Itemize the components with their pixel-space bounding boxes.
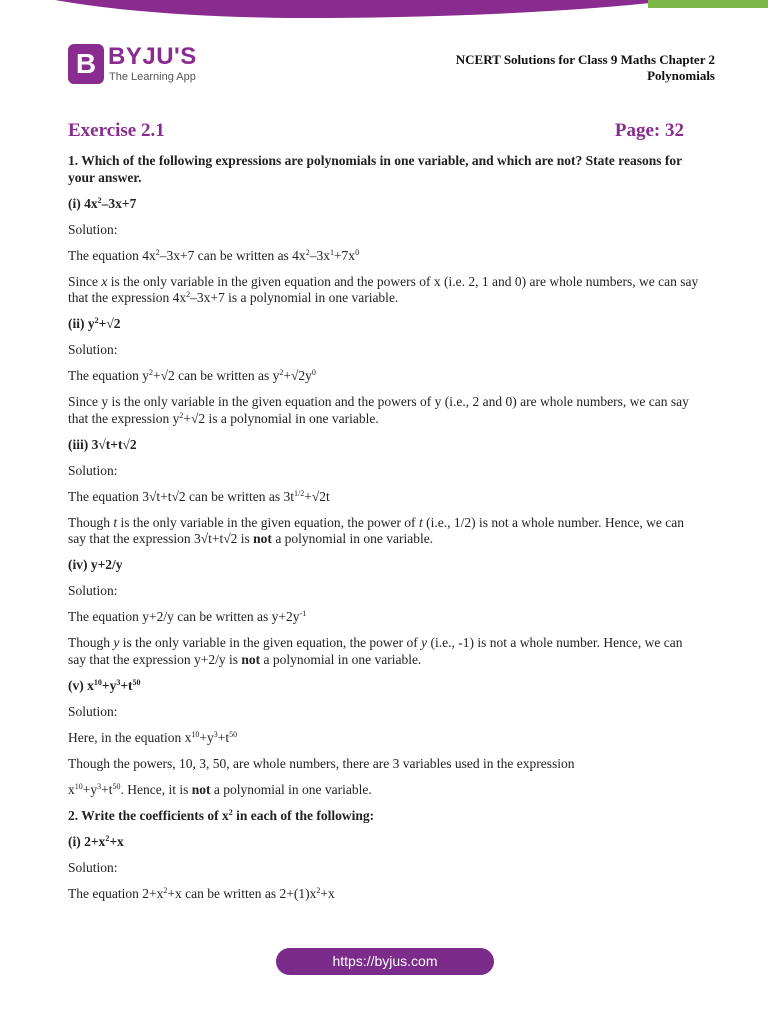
top-green-strip xyxy=(648,0,768,8)
header-title-line1: NCERT Solutions for Class 9 Maths Chapter 2 xyxy=(455,52,715,67)
header-title-line2: Polynomials xyxy=(647,68,715,83)
solution-label: Solution: xyxy=(68,583,118,598)
website-link[interactable]: https://byjus.com xyxy=(276,948,494,975)
exercise-title: Exercise 2.1 xyxy=(68,120,165,141)
solution-label: Solution: xyxy=(68,221,118,237)
q1-part-i-equation: The equation $4x^2-3x+7$ can be written as $4x^2-3x^1+7x^0$ xyxy=(68,247,360,263)
q2-part-i-equation: The equation $2+x^2+x$ can be written as $2+(1)x^2+x$ xyxy=(68,885,335,901)
document-header-title xyxy=(456,52,715,84)
q1-part-iv-reason: Though y is the only variable in the given equation, the power of y (i.e., -1) is not a whole number. Hence, we can say that the expression y+2/y is not a polynomial in one variable. xyxy=(68,635,683,667)
byjus-logo xyxy=(68,44,238,86)
q1-part-ii-heading: (ii) $y^2+√2$ xyxy=(68,316,121,331)
logo-mark: B xyxy=(68,44,104,84)
q2-part-i-heading: (i) $2+x^2+x$ xyxy=(68,833,124,849)
q1-part-iii-heading: (iii) 3√t+t√2 xyxy=(68,436,137,452)
question-1: 1. Which of the following expressions are polynomials in one variable, and which are not? State reasons for your answer. xyxy=(68,153,682,185)
q1-part-ii-reason: Since y is the only variable in the given equation and the powers of y (i.e., 2 and 0) are whole numbers, we can say that the expression $y^2+√2$ is a polynomial in one variable. xyxy=(68,394,689,426)
q1-part-v-equation: Here, in the equation $x^{10}+y^3+t^{50}$ xyxy=(68,729,238,745)
logo-name: BYJU'S xyxy=(108,43,197,70)
logo-tagline: The Learning App xyxy=(109,71,196,83)
q1-part-iii-equation: The equation 3√t+t√2 can be written as $3t^{1/2}+√2t$ xyxy=(68,488,330,504)
solution-label: Solution: xyxy=(68,703,118,719)
exercise-heading xyxy=(68,120,684,146)
q1-part-iii-reason: Though t is the only variable in the given equation, the power of t (i.e., 1/2) is not a whole number. Hence, we can say that the expression 3√t+t√2 is not a polynomial in one variable. xyxy=(68,514,684,546)
solution-label: Solution: xyxy=(68,462,118,478)
q1-part-iv-heading: (iv) y+2/y xyxy=(68,557,123,572)
q1-part-ii-equation: The equation $y^2+√2$ can be written as $y^2+√2y^0$ xyxy=(68,368,316,383)
page-number: Page: 32 xyxy=(614,120,684,141)
q1-part-v-reason-2: $x^{10}+y^3+t^{50}$. Hence, it is not a polynomial in one variable. xyxy=(68,781,372,797)
q1-part-i-reason: Since x is the only variable in the given equation and the powers of x (i.e. 2, 1 and 0) are whole numbers, we can say that the expression $4x^2-3x+7$ is a polynomial in one variable. xyxy=(68,273,699,305)
q1-part-i-heading: (i) $4x^2-3x+7$ xyxy=(68,195,137,211)
question-2: 2. Write the coefficients of $x^2$ in each of the following: xyxy=(68,807,375,823)
q1-part-v-heading: (v) $x^{10}+y^3+t^{50}$ xyxy=(68,677,141,693)
q1-part-iv-equation: The equation y+2/y can be written as $y+2y^{-1}$ xyxy=(68,609,307,624)
solution-label: Solution: xyxy=(68,859,118,875)
top-decorative-band xyxy=(0,0,768,22)
document-body xyxy=(68,153,700,912)
solution-label: Solution: xyxy=(68,342,118,357)
q1-part-v-reason-1: Though the powers, 10, 3, 50, are whole numbers, there are 3 variables used in the expression xyxy=(68,755,575,771)
